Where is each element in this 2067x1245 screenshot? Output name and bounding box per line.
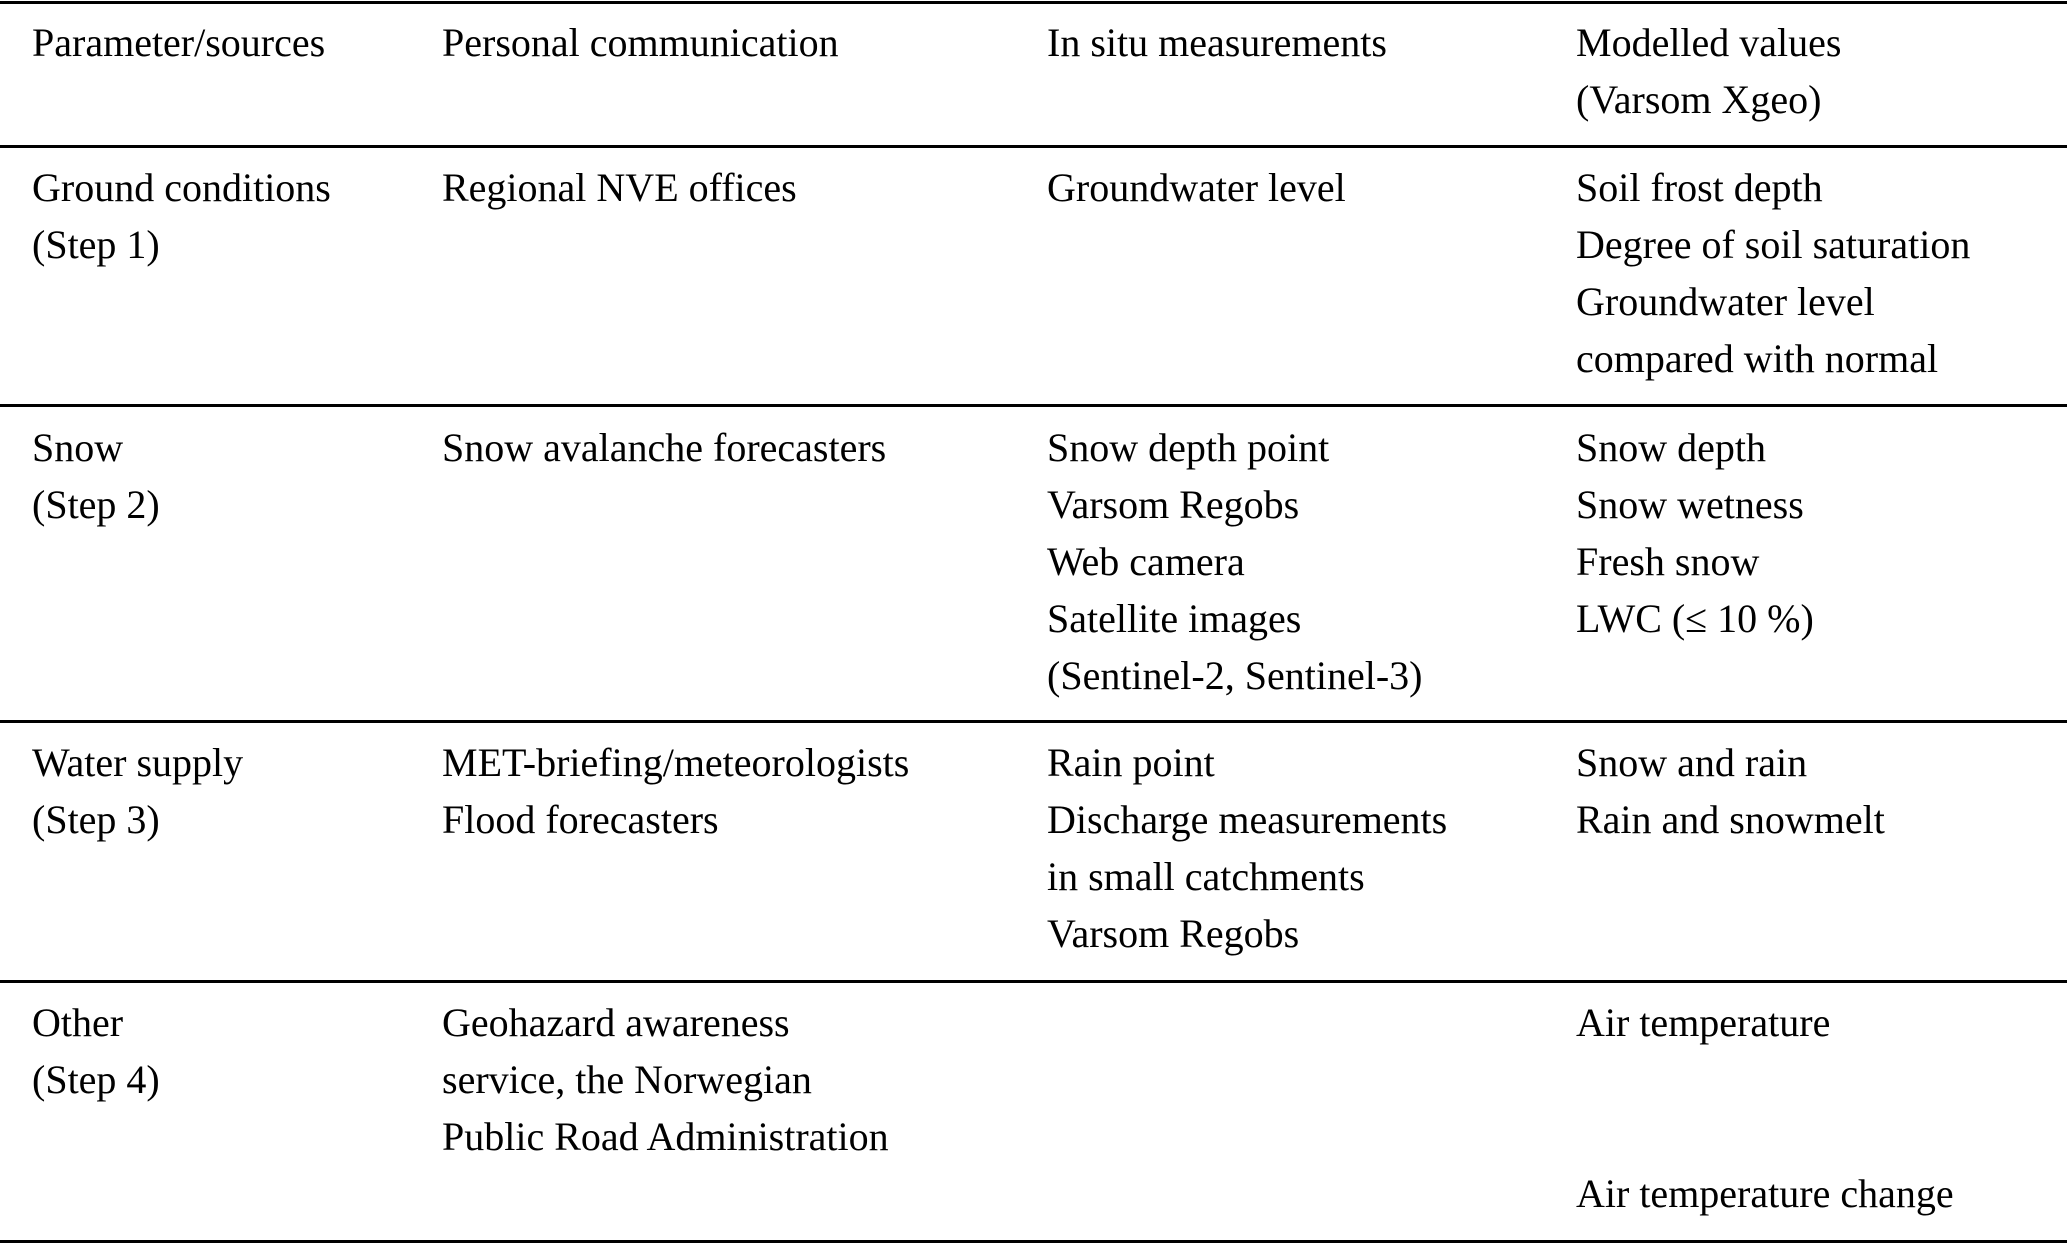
cell-line: (Step 1) xyxy=(32,222,160,267)
cell-gap xyxy=(1576,1051,1954,1108)
cell-line: (Step 4) xyxy=(32,1057,160,1102)
personal-cell xyxy=(442,419,886,476)
parameter-cell xyxy=(32,419,160,533)
header-personal-communication xyxy=(442,14,839,71)
cell-line: Air temperature xyxy=(1576,1000,1831,1045)
cell-line: (Step 3) xyxy=(32,797,160,842)
cell-line: Snow avalanche forecasters xyxy=(442,425,887,470)
cell-line: Rain point xyxy=(1047,740,1215,785)
row-rule xyxy=(0,980,2067,983)
header-text: Modelled values xyxy=(1576,20,1842,65)
cell-line: Regional NVE offices xyxy=(442,165,797,210)
header-rule xyxy=(0,145,2067,148)
cell-line: Snow depth xyxy=(1576,425,1766,470)
cell-line: MET-briefing/meteorologists xyxy=(442,740,910,785)
parameter-cell xyxy=(32,159,331,273)
cell-line: Varsom Regobs xyxy=(1047,482,1300,527)
header-text: In situ measurements xyxy=(1047,20,1387,65)
header-text: Personal communication xyxy=(442,20,839,65)
cell-line: Web camera xyxy=(1047,539,1245,584)
header-parameter-sources xyxy=(32,14,325,71)
header-text: Parameter/sources xyxy=(32,20,326,65)
cell-line: Air temperature change xyxy=(1576,1171,1954,1216)
cell-line: Fresh snow xyxy=(1576,539,1760,584)
cell-line: in small catchments xyxy=(1047,854,1365,899)
cell-line: Water supply xyxy=(32,740,244,785)
cell-line: Snow depth point xyxy=(1047,425,1330,470)
cell-line: Soil frost depth xyxy=(1576,165,1823,210)
insitu-cell xyxy=(1047,159,1346,216)
cell-line: Satellite images xyxy=(1047,596,1302,641)
cell-line: Geohazard awareness xyxy=(442,1000,790,1045)
modelled-cell xyxy=(1576,159,1970,387)
modelled-cell xyxy=(1576,419,1814,647)
cell-line: Rain and snowmelt xyxy=(1576,797,1885,842)
cell-line: (Step 2) xyxy=(32,482,160,527)
cell-line: Discharge measurements xyxy=(1047,797,1448,842)
personal-cell xyxy=(442,994,889,1165)
insitu-cell xyxy=(1047,734,1447,962)
personal-cell xyxy=(442,159,797,216)
header-modelled-values xyxy=(1576,14,1842,128)
cell-line: Groundwater level xyxy=(1047,165,1346,210)
header-in-situ-measurements xyxy=(1047,14,1387,71)
parameter-cell xyxy=(32,734,243,848)
cell-line: service, the Norwegian xyxy=(442,1057,812,1102)
cell-line: Ground conditions xyxy=(32,165,331,210)
cell-line: Degree of soil saturation xyxy=(1576,222,1971,267)
modelled-cell xyxy=(1576,734,1885,848)
personal-cell xyxy=(442,734,909,848)
cell-line: Other xyxy=(32,1000,124,1045)
cell-line: Varsom Regobs xyxy=(1047,911,1300,956)
cell-line: Snow and rain xyxy=(1576,740,1808,785)
cell-gap xyxy=(1576,1108,1954,1165)
cell-line: Snow wetness xyxy=(1576,482,1804,527)
cell-line: (Sentinel-2, Sentinel-3) xyxy=(1047,653,1423,698)
bottom-rule xyxy=(0,1240,2067,1243)
row-rule xyxy=(0,404,2067,407)
cell-line: LWC (≤ 10 %) xyxy=(1576,596,1814,641)
cell-line: compared with normal xyxy=(1576,336,1939,381)
parameter-cell xyxy=(32,994,160,1108)
cell-line: Public Road Administration xyxy=(442,1114,889,1159)
cell-line: Snow xyxy=(32,425,124,470)
modelled-cell xyxy=(1576,994,1954,1222)
header-text: (Varsom Xgeo) xyxy=(1576,77,1822,122)
insitu-cell xyxy=(1047,419,1422,704)
top-rule xyxy=(0,1,2067,4)
cell-line: Groundwater level xyxy=(1576,279,1875,324)
row-rule xyxy=(0,720,2067,723)
cell-line: Flood forecasters xyxy=(442,797,719,842)
